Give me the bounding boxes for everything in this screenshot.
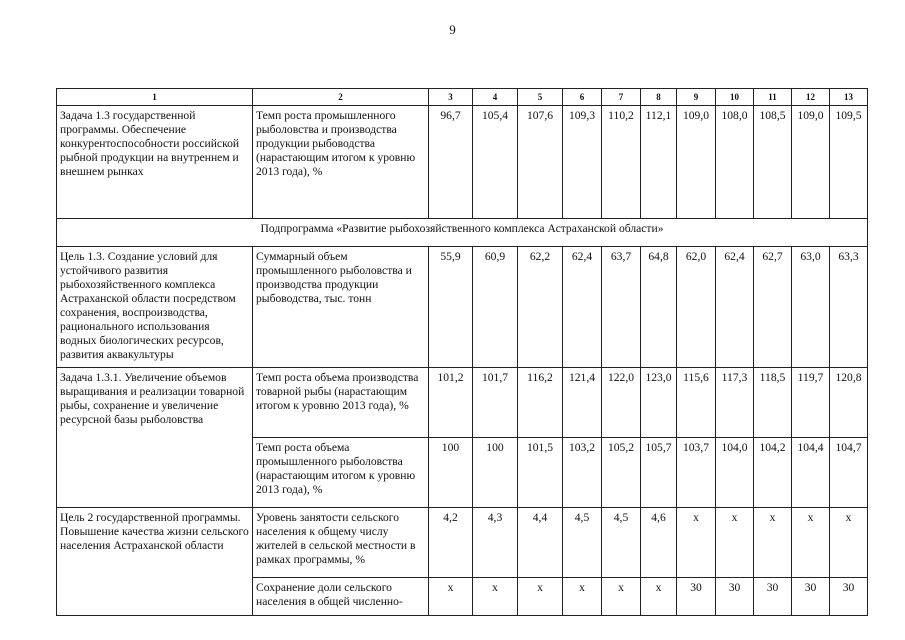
value-cell: 101,7 [473, 368, 518, 438]
column-number: 7 [602, 89, 641, 106]
column-number: 9 [677, 89, 716, 106]
value-cell: 62,0 [677, 247, 716, 368]
value-cell: 60,9 [473, 247, 518, 368]
value-cell: 122,0 [602, 368, 641, 438]
column-number: 2 [253, 89, 429, 106]
page-number: 9 [449, 22, 456, 37]
value-cell: 55,9 [429, 247, 473, 368]
value-cell: х [677, 508, 716, 578]
value-cell: 109,5 [830, 106, 868, 219]
subprogram-title: Подпрограмма «Развитие рыбохозяйственного комплекса Астраханской области» [57, 219, 868, 247]
indicator-cell: Темп роста промышленного рыболовства и производства продукции рыбоводства (нарастающим итогом к уровню 2013 года), % [253, 106, 429, 219]
value-cell: 116,2 [518, 368, 563, 438]
value-cell: 103,2 [563, 438, 602, 508]
value-cell: 107,6 [518, 106, 563, 219]
value-cell: 96,7 [429, 106, 473, 219]
indicator-cell: Суммарный объем промышленного рыболовства и производства продукции рыбоводства, тыс. тонн [253, 247, 429, 368]
value-cell: 4,2 [429, 508, 473, 578]
value-cell: 123,0 [641, 368, 677, 438]
column-number: 12 [792, 89, 830, 106]
value-cell: 105,2 [602, 438, 641, 508]
value-cell: 62,4 [563, 247, 602, 368]
indicator-cell: Уровень занятости сельского населения к общему числу жителей в сельской местности в рамках программы, % [253, 508, 429, 578]
value-cell: 108,5 [754, 106, 792, 219]
value-cell: х [473, 578, 518, 616]
indicators-table [56, 88, 868, 616]
value-cell: 103,7 [677, 438, 716, 508]
value-cell: 63,0 [792, 247, 830, 368]
value-cell: 4,5 [563, 508, 602, 578]
value-cell: 62,7 [754, 247, 792, 368]
value-cell: х [792, 508, 830, 578]
value-cell: 105,7 [641, 438, 677, 508]
table-row [57, 508, 868, 578]
value-cell: 62,4 [716, 247, 754, 368]
goal-cell: Цель 1.3. Создание условий для устойчивого развития рыбохозяйственного комплекса Астраханской области посредством сохранения, воспроизводства, рационального использования водных биологических ресурсов, развития аквакультуры [57, 247, 253, 368]
value-cell: 101,2 [429, 368, 473, 438]
value-cell: 100 [473, 438, 518, 508]
value-cell: 104,2 [754, 438, 792, 508]
value-cell: 117,3 [716, 368, 754, 438]
column-number: 13 [830, 89, 868, 106]
value-cell: х [429, 578, 473, 616]
value-cell: 105,4 [473, 106, 518, 219]
value-cell: 119,7 [792, 368, 830, 438]
value-cell: 4,4 [518, 508, 563, 578]
value-cell: 109,0 [792, 106, 830, 219]
value-cell: 63,3 [830, 247, 868, 368]
value-cell: 104,0 [716, 438, 754, 508]
value-cell: 4,3 [473, 508, 518, 578]
subprogram-row [57, 219, 868, 247]
goal-cell: Цель 2 государственной программы. Повышение качества жизни сельского населения Астраханской области [57, 508, 253, 616]
value-cell: 30 [830, 578, 868, 616]
value-cell: 121,4 [563, 368, 602, 438]
column-number: 10 [716, 89, 754, 106]
value-cell: х [716, 508, 754, 578]
value-cell: 30 [792, 578, 830, 616]
value-cell: 120,8 [830, 368, 868, 438]
value-cell: 109,3 [563, 106, 602, 219]
value-cell: 115,6 [677, 368, 716, 438]
value-cell: 104,4 [792, 438, 830, 508]
value-cell: 100 [429, 438, 473, 508]
column-number: 11 [754, 89, 792, 106]
value-cell: 30 [716, 578, 754, 616]
column-number: 6 [563, 89, 602, 106]
value-cell: 110,2 [602, 106, 641, 219]
value-cell: 30 [677, 578, 716, 616]
column-number: 5 [518, 89, 563, 106]
value-cell: х [518, 578, 563, 616]
value-cell: х [754, 508, 792, 578]
table-row [57, 368, 868, 438]
column-number: 3 [429, 89, 473, 106]
value-cell: 118,5 [754, 368, 792, 438]
value-cell: 64,8 [641, 247, 677, 368]
goal-cell: Задача 1.3 государственной программы. Обеспечение конкурентоспособности российской рыбной продукции на внутреннем и внешнем рынках [57, 106, 253, 219]
value-cell: х [641, 578, 677, 616]
value-cell: 30 [754, 578, 792, 616]
value-cell: 4,5 [602, 508, 641, 578]
value-cell: 63,7 [602, 247, 641, 368]
value-cell: 101,5 [518, 438, 563, 508]
value-cell: х [602, 578, 641, 616]
value-cell: х [563, 578, 602, 616]
column-number: 8 [641, 89, 677, 106]
goal-cell: Задача 1.3.1. Увеличение объемов выращивания и реализации товарной рыбы, сохранение и увеличение ресурсной базы рыболовства [57, 368, 253, 508]
value-cell: 62,2 [518, 247, 563, 368]
indicator-cell: Темп роста объема производства товарной рыбы (нарастающим итогом к уровню 2013 года), % [253, 368, 429, 438]
indicator-cell: Темп роста объема промышленного рыболовства (нарастающим итогом к уровню 2013 года), % [253, 438, 429, 508]
column-number: 4 [473, 89, 518, 106]
value-cell: 112,1 [641, 106, 677, 219]
indicator-cell: Сохранение доли сельского населения в общей численно- [253, 578, 429, 616]
value-cell: 109,0 [677, 106, 716, 219]
table-row [57, 106, 868, 219]
value-cell: 104,7 [830, 438, 868, 508]
value-cell: 108,0 [716, 106, 754, 219]
table-row [57, 247, 868, 368]
column-number: 1 [57, 89, 253, 106]
value-cell: 4,6 [641, 508, 677, 578]
column-number-row [57, 89, 868, 106]
value-cell: х [830, 508, 868, 578]
